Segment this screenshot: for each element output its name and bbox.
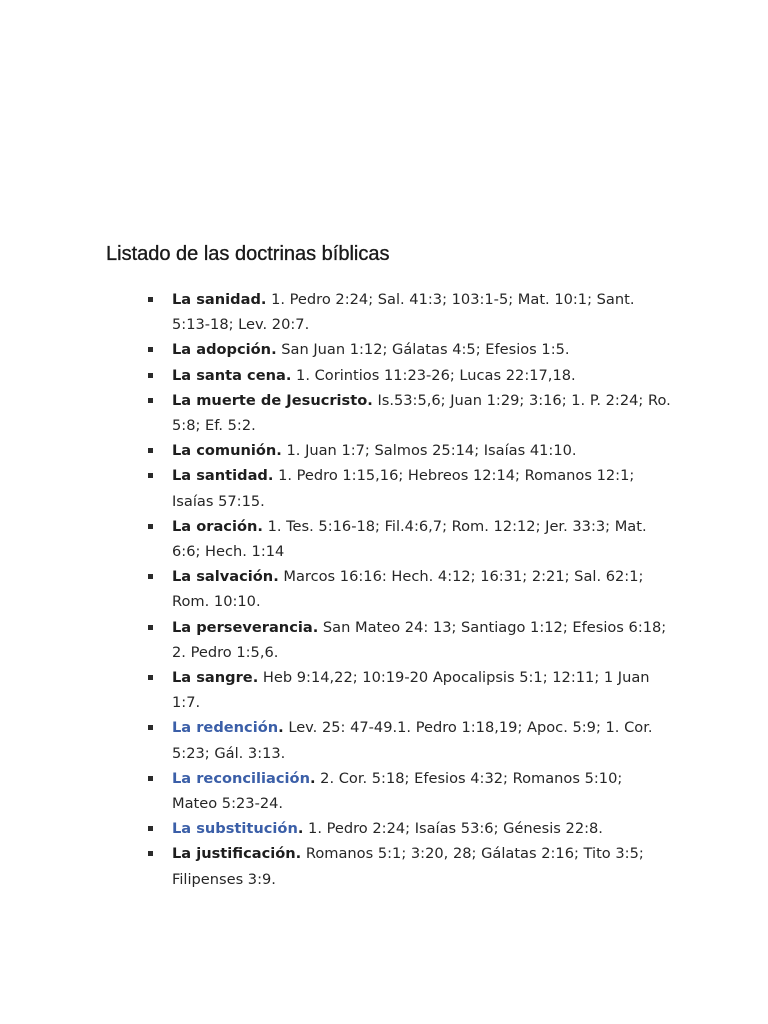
list-item <box>0 665 768 715</box>
square-bullet-icon <box>148 448 153 453</box>
square-bullet-icon <box>148 826 153 831</box>
square-bullet-icon <box>148 473 153 478</box>
list-item <box>0 388 768 438</box>
list-item <box>0 841 768 891</box>
square-bullet-icon <box>148 373 153 378</box>
doctrine-references: 2. Cor. 5:18; Efesios 4:32; Romanos 5:10; Mateo 5:23-24. <box>172 769 623 813</box>
list-item <box>0 514 768 564</box>
doctrine-term: La oración. <box>172 517 263 535</box>
doctrine-list <box>0 287 768 892</box>
doctrine-references: 1. Pedro 2:24; Isaías 53:6; Génesis 22:8. <box>308 820 603 838</box>
page-title: Listado de las doctrinas bíblicas <box>106 243 390 265</box>
square-bullet-icon <box>148 524 153 529</box>
square-bullet-icon <box>148 347 153 352</box>
doctrine-term: La comunión. <box>172 442 282 460</box>
list-item <box>0 287 768 337</box>
term-period: . <box>309 769 316 787</box>
square-bullet-icon <box>148 297 153 302</box>
doctrine-references: San Juan 1:12; Gálatas 4:5; Efesios 1:5. <box>281 341 570 359</box>
list-item <box>0 564 768 614</box>
doctrine-references: Marcos 16:16: Hech. 4:12; 16:31; 2:21; Sal. 62:1; Rom. 10:10. <box>172 568 644 611</box>
square-bullet-icon <box>148 725 153 730</box>
doctrine-term: La sangre. <box>172 669 259 687</box>
square-bullet-icon <box>148 776 153 781</box>
doctrine-term: La adopción. <box>172 341 277 359</box>
list-item <box>0 438 768 463</box>
term-period: . <box>297 820 304 838</box>
doctrine-references: 1. Tes. 5:16-18; Fil.4:6,7; Rom. 12:12; Jer. 33:3; Mat. 6:6; Hech. 1:14 <box>172 517 647 561</box>
term-period: . <box>278 719 284 737</box>
doctrine-term-link[interactable]: La redención <box>172 719 279 737</box>
doctrine-term: La justificación. <box>172 845 302 863</box>
doctrine-references: Lev. 25: 47-49.1. Pedro 1:18,19; Apoc. 5:9; 1. Cor. 5:23; Gál. 3:13. <box>172 719 653 762</box>
list-item <box>0 615 768 665</box>
square-bullet-icon <box>148 851 153 856</box>
doctrine-references: Heb 9:14,22; 10:19-20 Apocalipsis 5:1; 12:11; 1 Juan 1:7. <box>172 669 650 712</box>
doctrine-references: Romanos 5:1; 3:20, 28; Gálatas 2:16; Tito 3:5; Filipenses 3:9. <box>172 845 644 888</box>
doctrine-term: La perseverancia. <box>172 618 319 636</box>
doctrine-term-link[interactable]: La reconciliación <box>172 769 310 787</box>
doctrine-term: La santidad. <box>172 467 274 485</box>
list-item <box>0 766 768 816</box>
list-item <box>0 715 768 765</box>
doctrine-references: 1. Juan 1:7; Salmos 25:14; Isaías 41:10. <box>286 442 577 460</box>
doctrine-references: Is.53:5,6; Juan 1:29; 3:16; 1. P. 2:24; Ro. 5:8; Ef. 5:2. <box>172 391 671 435</box>
square-bullet-icon <box>148 574 153 579</box>
doctrine-references: 1. Pedro 1:15,16; Hebreos 12:14; Romanos 12:1; Isaías 57:15. <box>172 467 635 510</box>
doctrine-term: La salvación. <box>172 568 279 586</box>
list-item <box>0 463 768 513</box>
square-bullet-icon <box>148 675 153 680</box>
doctrine-term: La santa cena. <box>172 366 292 384</box>
square-bullet-icon <box>148 398 153 403</box>
doctrine-term-link[interactable]: La substitución <box>172 820 298 838</box>
list-item <box>0 337 768 362</box>
list-item <box>0 363 768 388</box>
square-bullet-icon <box>148 625 153 630</box>
list-item <box>0 816 768 841</box>
doctrine-references: 1. Corintios 11:23-26; Lucas 22:17,18. <box>296 366 576 384</box>
doctrine-references: San Mateo 24: 13; Santiago 1:12; Efesios 6:18; 2. Pedro 1:5,6. <box>172 618 667 661</box>
doctrine-term: La sanidad. <box>172 291 267 308</box>
doctrine-term: La muerte de Jesucristo. <box>172 391 373 409</box>
doctrine-references: 1. Pedro 2:24; Sal. 41:3; 103:1-5; Mat. 10:1; Sant. 5:13-18; Lev. 20:7. <box>172 291 635 334</box>
